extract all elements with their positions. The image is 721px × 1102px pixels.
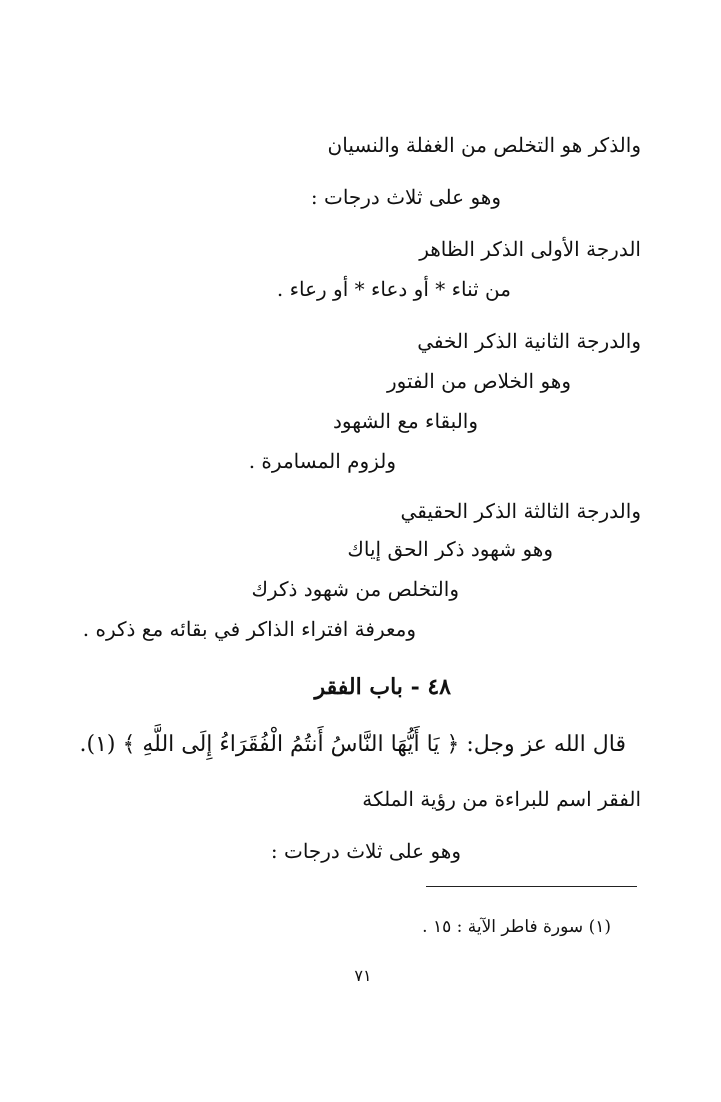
footnote: (١) سورة فاطر الآية : ١٥ . [422, 917, 611, 937]
chapter-heading: ٤٨ - باب الفقر [314, 674, 451, 700]
text-line-4: من ثناء * أو دعاء * أو رعاء . [276, 277, 511, 301]
definition-line: الفقر اسم للبراءة من رؤية الملكة [362, 787, 641, 811]
text-line-10: وهو شهود ذكر الحق إياك [347, 537, 553, 561]
text-line-6: وهو الخلاص من الفتور [386, 369, 571, 393]
text-line-7: والبقاء مع الشهود [333, 409, 478, 433]
text-line-5: والدرجة الثانية الذكر الخفي [417, 329, 641, 353]
text-line-12: ومعرفة افتراء الذاكر في بقائه مع ذكره . [82, 617, 416, 641]
text-line-8: ولزوم المسامرة . [248, 449, 396, 473]
quran-verse: قال الله عز وجل: ﴿ يَا أَيُّهَا النَّاسُ أَنتُمُ الْفُقَرَاءُ إِلَى اللَّهِ ﴾ (١). [79, 732, 626, 757]
footnote-rule [426, 886, 637, 887]
page-number: ٧١ [354, 966, 372, 985]
degrees-intro: وهو على ثلاث درجات : [270, 839, 461, 863]
text-line-9: والدرجة الثالثة الذكر الحقيقي [400, 499, 641, 523]
text-line-3: الدرجة الأولى الذكر الظاهر [419, 237, 641, 261]
text-line-11: والتخلص من شهود ذكرك [251, 577, 459, 601]
text-line-2: وهو على ثلاث درجات : [310, 185, 501, 209]
text-line-1: والذكر هو التخلص من الغفلة والنسيان [327, 133, 641, 157]
